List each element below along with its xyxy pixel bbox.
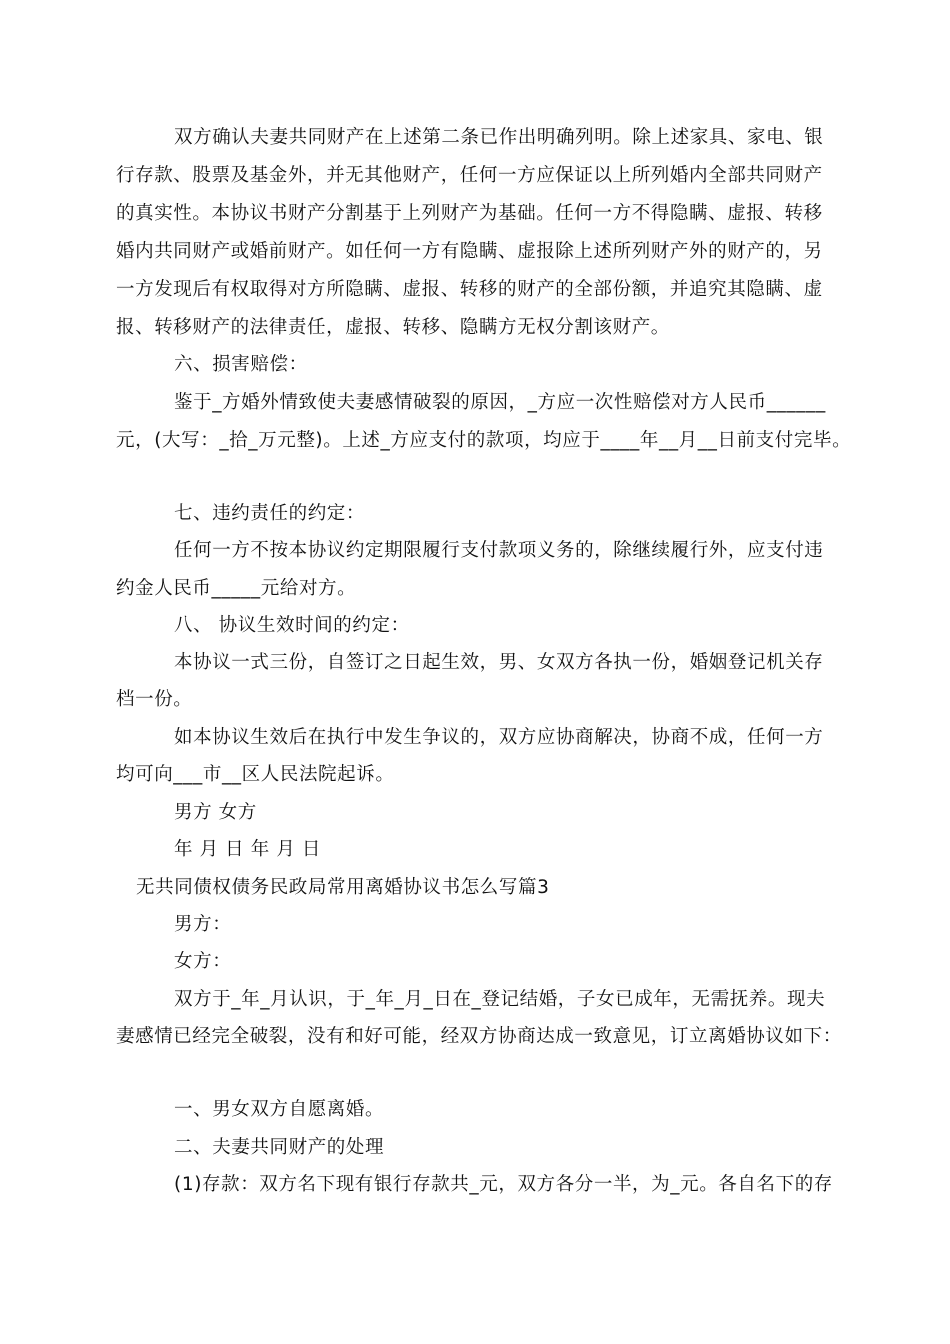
paragraph-line: 报、转移财产的法律责任，虚报、转移、隐瞒方无权分割该财产。 (116, 317, 670, 338)
paragraph-line: 本协议一式三份，自签订之日起生效，男、女双方各执一份，婚姻登记机关存 (174, 652, 824, 673)
date-line: 年 月 日 年 月 日 (174, 839, 322, 860)
paragraph-line: 如本协议生效后在执行中发生争议的，双方应协商解决，协商不成，任何一方 (174, 727, 824, 748)
party-label: 男方： (174, 914, 232, 935)
section-heading: 一、男女双方自愿离婚。 (174, 1099, 385, 1120)
paragraph-line: 妻感情已经完全破裂，没有和好可能，经双方协商达成一致意见，订立离婚协议如下： (116, 1026, 842, 1047)
paragraph-line: 的真实性。本协议书财产分割基于上列财产为基础。任何一方不得隐瞒、虚报、转移 (116, 203, 823, 224)
paragraph-line: 元，(大写：_拾_万元整)。上述_方应支付的款项，均应于____年__月__日前支付完毕。 (116, 430, 852, 451)
signature-line: 男方 女方 (174, 802, 257, 823)
paragraph-line: 鉴于_方婚外情致使夫妻感情破裂的原因，_方应一次性赔偿对方人民币______ (174, 392, 826, 413)
paragraph-line: 约金人民币_____元给对方。 (116, 578, 357, 599)
paragraph-line: 任何一方不按本协议约定期限履行支付款项义务的，除继续履行外，应支付违 (174, 540, 824, 561)
paragraph-line: (1)存款：双方名下现有银行存款共_元，双方各分一半，为_元。各自名下的存 (174, 1174, 833, 1195)
paragraph-line: 档一份。 (116, 689, 193, 710)
section-heading: 二、夫妻共同财产的处理 (174, 1137, 385, 1158)
paragraph-line: 均可向___市__区人民法院起诉。 (116, 764, 395, 785)
paragraph-line: 双方确认夫妻共同财产在上述第二条已作出明确列明。除上述家具、家电、银 (174, 127, 824, 148)
section-heading: 八、 协议生效时间的约定： (174, 615, 410, 636)
section-heading: 六、损害赔偿： (174, 354, 308, 375)
paragraph-line: 一方发现后有权取得对方所隐瞒、虚报、转移的财产的全部份额，并追究其隐瞒、虚 (116, 279, 823, 300)
paragraph-line: 行存款、股票及基金外，并无其他财产，任何一方应保证以上所列婚内全部共同财产 (116, 165, 823, 186)
party-label: 女方： (174, 951, 232, 972)
article-title: 无共同债权债务民政局常用离婚协议书怎么写篇3 (136, 877, 550, 898)
paragraph-line: 双方于_年_月认识，于_年_月_日在_登记结婚，子女已成年，无需抚养。现夫 (174, 989, 826, 1010)
section-heading: 七、违约责任的约定： (174, 503, 366, 524)
paragraph-line: 婚内共同财产或婚前财产。如任何一方有隐瞒、虚报除上述所列财产外的财产的，另 (116, 241, 823, 262)
